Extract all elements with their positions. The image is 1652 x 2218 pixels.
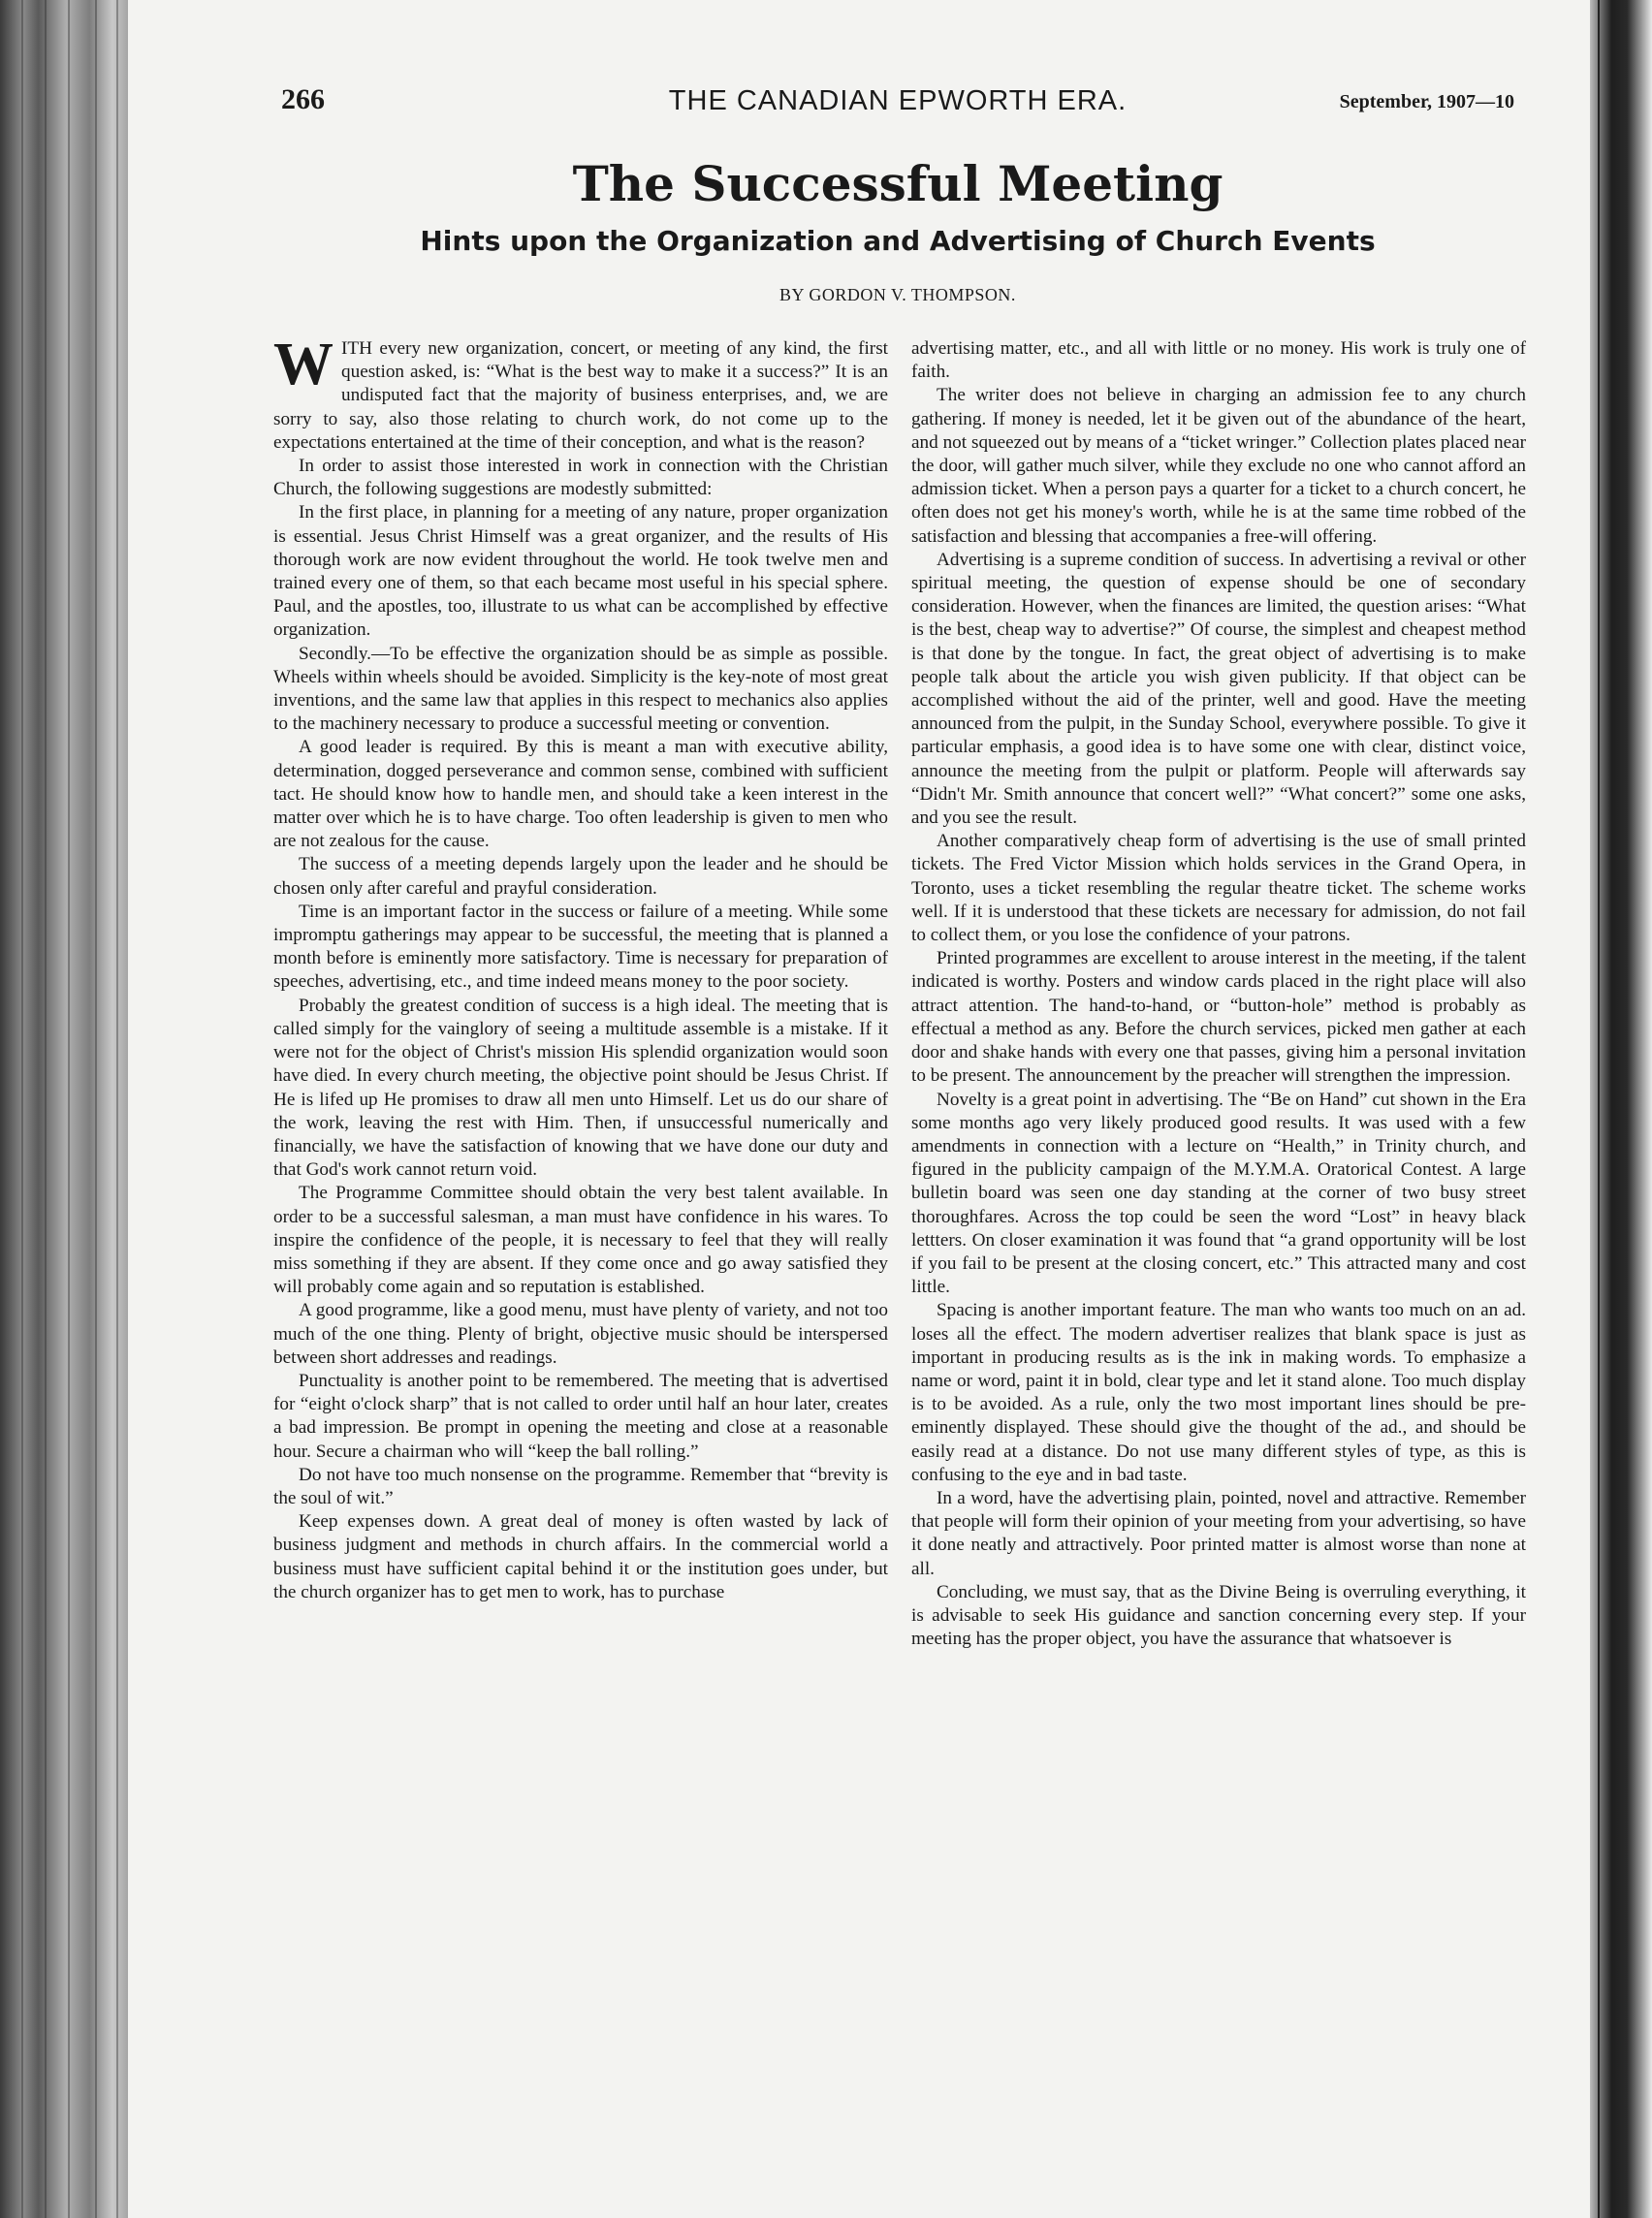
- running-head: [281, 83, 1514, 122]
- paragraph: advertising matter, etc., and all with little or no money. His work is truly one of faith.: [911, 338, 1526, 383]
- facing-page-edge: [1590, 0, 1652, 2218]
- paragraph: The writer does not believe in charging an admission fee to any church gathering. If money is needed, let it be given out of the abundance of the heart, and not squeezed out by means of a “ticket wringer.” Collection plates placed near the door, will gather much silver, while they exclude no one who cannot afford an admission ticket. When a person pays a quarter for a ticket to a church concert, he often does not get his money's worth, while he is at the same time robbed of the satisfaction and blessing that accompanies a free-will offering.: [911, 385, 1526, 547]
- paragraph: Time is an important factor in the success or failure of a meeting. While some impromptu gatherings may appear to be successful, the meeting that is planned a month before is eminently more satisfactory. Time is necessary for preparation of speeches, advertising, etc., and time indeed means money to the poor society.: [273, 901, 888, 993]
- paragraph: A good programme, like a good menu, must have plenty of variety, and not too much of the one thing. Plenty of bright, objective music should be interspersed between short addresses and readings.: [273, 1300, 888, 1368]
- paragraph: A good leader is required. By this is meant a man with executive ability, determination, dogged perseverance and common sense, combined with sufficient tact. He should know how to handle men, and should take a keen interest in the matter over which he is to have charge. Too often leadership is given to men who are not zealous for the cause.: [273, 737, 888, 852]
- paragraph: Punctuality is another point to be remembered. The meeting that is advertised for “eight o'clock sharp” that is not called to order until half an hour later, creates a bad impression. Be prompt in opening the meeting and close at a reasonable hour. Secure a chairman who will “keep the ball rolling.”: [273, 1370, 888, 1462]
- journal-title: THE CANADIAN EPWORTH ERA.: [668, 85, 1128, 116]
- paragraph: In a word, have the advertising plain, pointed, novel and attractive. Remember that people will form their opinion of your meeting from your advertising, so have it done neatly and attractively. Poor printed matter is almost worse than none at all.: [911, 1487, 1526, 1579]
- right-column: [911, 337, 1526, 1651]
- paragraph: Concluding, we must say, that as the Divine Being is overruling everything, it is advisable to seek His guidance and sanction concerning every step. If your meeting has the proper object, you have the assurance that whatsoever is: [911, 1581, 1526, 1650]
- page-number: 266: [281, 83, 325, 115]
- article-title: The Successful Meeting: [572, 155, 1223, 212]
- paragraph: Advertising is a supreme condition of success. In advertising a revival or other spiritual meeting, the question of expense should be one of secondary consideration. However, when the finances are limited, the question arises: “What is the best, cheap way to advertise?” Of course, the simplest and cheapest method is that done by the tongue. In fact, the great object of advertising is to make people talk about the article you wish given publicity. If that object can be accomplished without the aid of the printer, well and good. Have the meeting announced from the pulpit, in the Sunday School, everywhere possible. To give it particular emphasis, a good idea is to have some one with clear, distinct voice, announce the meeting from the pulpit or platform. People will afterwards say “Didn't Mr. Smith announce that concert well?” “What concert?” some one asks, and you see the result.: [911, 549, 1526, 829]
- book-binding-edge: [0, 0, 128, 2218]
- paragraph: The Programme Committee should obtain the very best talent available. In order to be a successful salesman, a man must have confidence in his wares. To inspire the confidence of the people, it is necessary to feel that they will really miss something if they are absent. If they come once and go away satisfied they will probably come again and so reputation is established.: [273, 1183, 888, 1298]
- paragraph: Novelty is a great point in advertising. The “Be on Hand” cut shown in the Era some months ago very likely produced good results. It was used with a few amendments in connection with a lecture on “Health,” in Trinity church, and figured in the publicity campaign of the M.Y.M.A. Oratorical Contest. A large bulletin board was seen one day standing at the corner of two busy street thoroughfares. Across the top could be seen the word “Lost” in heavy black lettters. On closer examination it was found that “a grand opportunity will be lost if you fail to be present at the closing concert, etc.” This attracted many and cost little.: [911, 1089, 1526, 1298]
- paragraph: Do not have too much nonsense on the programme. Remember that “brevity is the soul of wit.”: [273, 1464, 888, 1508]
- paragraph: Spacing is another important feature. The man who wants too much on an ad. loses all the effect. The modern advertiser realizes that blank space is just as important in producing results as is the ink in making words. To emphasize a name or word, paint it in bold, clear type and let it stand alone. Too much display is to be avoided. As a rule, only the two most important lines should be pre-eminently displayed. These should give the thought of the ad., and should be easily read at a distance. Do not use many different styles of type, as this is confusing to the eye and in bad taste.: [911, 1300, 1526, 1485]
- drop-cap: W: [273, 332, 334, 397]
- paragraph: Probably the greatest condition of success is a high ideal. The meeting that is called simply for the vainglory of seeing a multitude assemble is a mistake. If it were not for the object of Christ's mission His splendid organization would soon have died. In every church meeting, the objective point should be Jesus Christ. If He is lifed up He promises to draw all men unto Himself. Let us do our share of the work, leaving the rest with Him. Then, if unsuccessful numerically and financially, we have the satisfaction of knowing that we have done our duty and that God's work cannot return void.: [273, 995, 888, 1181]
- paragraph: [273, 332, 888, 455]
- paragraph: Another comparatively cheap form of advertising is the use of small printed tickets. The Fred Victor Mission which holds services in the Grand Opera, in Toronto, uses a ticket resembling the regular theatre ticket. The scheme works well. If it is understood that these tickets are necessary for admission, do not fail to collect them, or you lose the confidence of your patrons.: [911, 831, 1526, 946]
- paragraph: Printed programmes are excellent to arouse interest in the meeting, if the talent indicated is worthy. Posters and window cards placed in the right place will also attract attention. The hand-to-hand, or “button-hole” method is probably as effectual a method as any. Before the church services, picked men gather at each door and shake hands with every one that passes, giving him a personal invitation to be present. The announcement by the preacher will strengthen the impression.: [911, 948, 1526, 1087]
- article-byline: BY GORDON V. THOMPSON.: [779, 285, 1016, 304]
- article-subtitle: Hints upon the Organization and Advertising of Church Events: [420, 225, 1376, 257]
- paragraph: Keep expenses down. A great deal of money is often wasted by lack of business judgment and methods in church affairs. In the commercial world a business must have sufficient capital behind it or the institution goes under, but the church organizer has to get men to work, has to purchase: [273, 1511, 888, 1602]
- paragraph: The success of a meeting depends largely upon the leader and he should be chosen only after careful and prayful consideration.: [273, 854, 888, 899]
- issue-date: September, 1907—10: [1339, 91, 1514, 112]
- paragraph: Secondly.—To be effective the organization should be as simple as possible. Wheels within wheels should be avoided. Simplicity is the key-note of most great inventions, and the same law that applies in this respect to mechanics also applies to the machinery necessary to produce a successful meeting or convention.: [273, 643, 888, 735]
- paragraph: In the first place, in planning for a meeting of any nature, proper organization is essential. Jesus Christ Himself was a great organizer, and the results of His thorough work are now evident throughout the world. He took twelve men and trained every one of them, so that each became most useful in his special sphere. Paul, and the apostles, too, illustrate to us what can be accomplished by effective organization.: [273, 502, 888, 641]
- paragraph: In order to assist those interested in work in connection with the Christian Church, the following suggestions are modestly submitted:: [273, 456, 888, 500]
- paragraph-text: ITH every new organization, concert, or meeting of any kind, the first question asked, is: “What is the best way to make it a success?” It is an undisputed fact that the majority of business enterprises, and, we are sorry to say, also those relating to church work, do not come up to the expectations entertained at the time of their conception, and what is the reason?: [273, 338, 888, 453]
- left-column: [273, 332, 888, 1604]
